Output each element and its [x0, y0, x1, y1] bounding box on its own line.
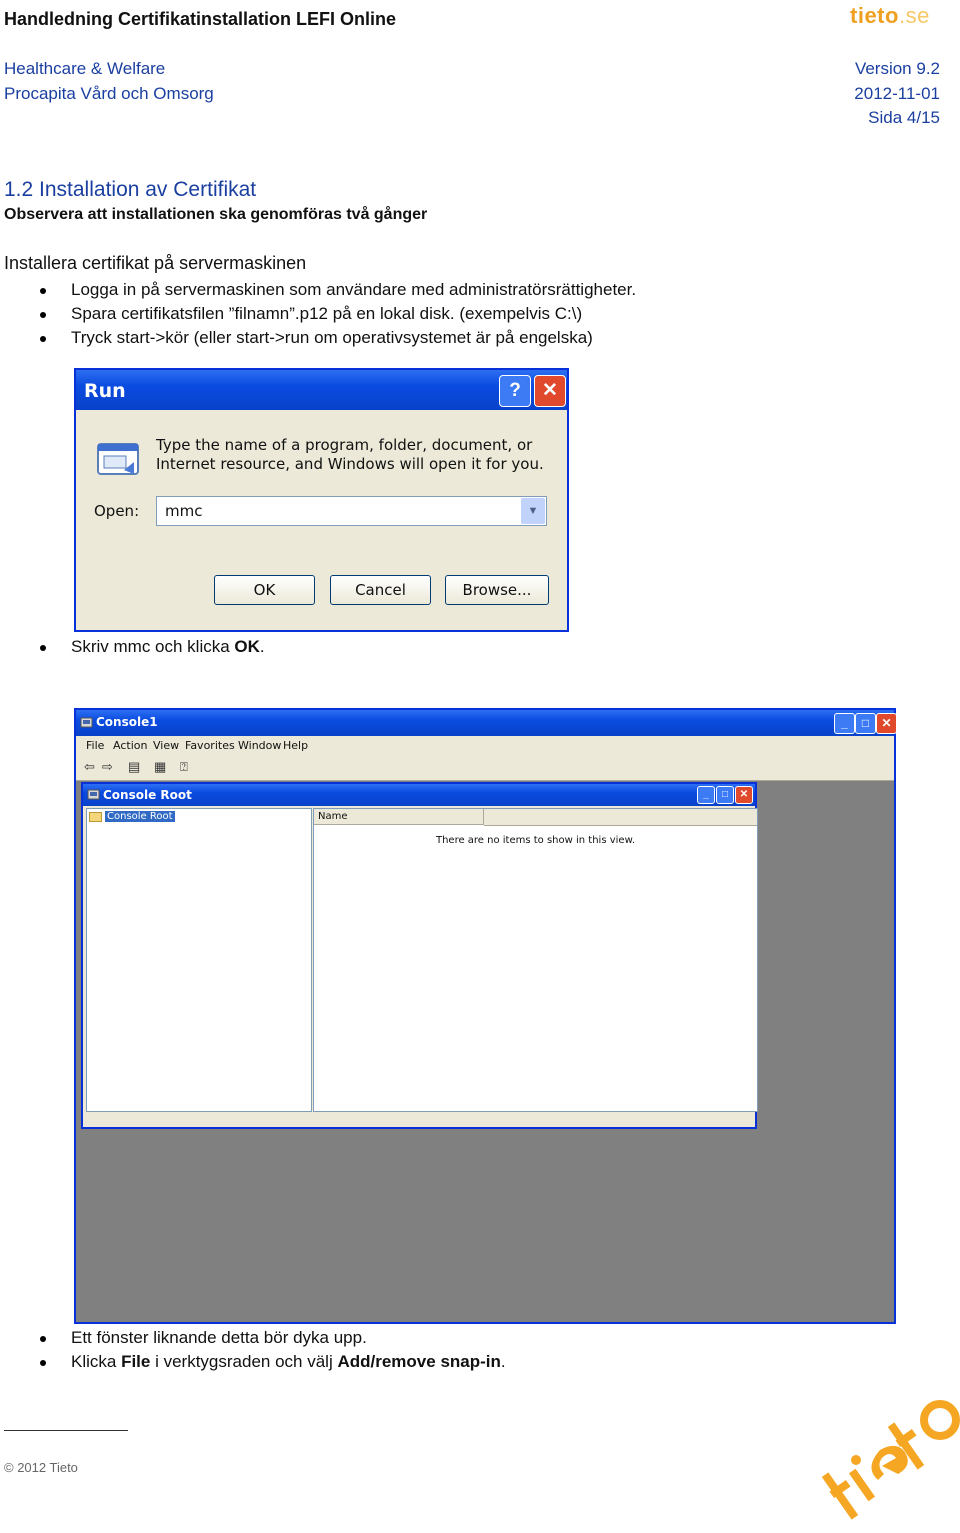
document-title: Handledning Certifikatinstallation LEFI Online [4, 9, 397, 29]
column-header-blank[interactable] [484, 809, 757, 826]
text-bold: OK [234, 637, 260, 656]
text-bold: File [121, 1352, 151, 1371]
footer-divider [4, 1430, 128, 1431]
show-tree-icon[interactable]: ▤ [128, 759, 141, 774]
text-bold: Add/remove snap-in [337, 1352, 501, 1371]
open-combobox[interactable] [156, 496, 547, 526]
list-item: Logga in på servermaskinen som användare med administratörsrättigheter. [40, 278, 636, 302]
help-icon[interactable]: ⍰ [180, 759, 188, 774]
tieto-logo-large [810, 1400, 960, 1533]
section-title: 1.2 Installation av Certifikat [4, 178, 257, 201]
scope-tree [86, 808, 312, 1112]
open-label: Open: [94, 502, 140, 520]
instruction-list-1 [40, 278, 636, 350]
minimize-icon[interactable]: _ [834, 713, 855, 734]
tree-node-console-root[interactable]: Console Root [107, 811, 173, 822]
instruction-list-3 [40, 1326, 506, 1374]
cancel-button[interactable]: Cancel [330, 575, 431, 605]
doc-date: 2012-11-01 [854, 84, 940, 103]
maximize-icon[interactable]: □ [855, 713, 876, 734]
subheading: Installera certifikat på servermaskinen [4, 253, 307, 273]
menu-favorites[interactable]: Favorites [185, 739, 235, 752]
child-title: Console Root [103, 788, 192, 802]
menu-bar [76, 736, 894, 756]
help-icon[interactable]: ? [499, 375, 531, 407]
text-run: Klicka [71, 1352, 122, 1371]
text-run: . [500, 1352, 506, 1371]
text-run: i verktygsraden och välj [150, 1352, 338, 1371]
list-item: Tryck start->kör (eller start->run om operativsystemet är på engelska) [40, 326, 636, 350]
copyright: © 2012 Tieto [4, 1460, 78, 1475]
menu-view[interactable]: View [153, 739, 180, 752]
text-run: Skriv mmc och klicka [71, 637, 235, 656]
menu-file[interactable]: File [86, 739, 105, 752]
result-pane [313, 808, 758, 1112]
console-icon [80, 716, 93, 729]
list-item [40, 1350, 506, 1374]
open-value[interactable]: mmc [165, 502, 203, 520]
mmc-titlebar [76, 710, 894, 736]
folder-icon [89, 812, 102, 822]
maximize-icon[interactable]: □ [716, 786, 734, 804]
ok-button[interactable]: OK [214, 575, 315, 605]
section-note: Observera att installationen ska genomföras två gånger [4, 206, 428, 223]
minimize-icon[interactable]: _ [697, 786, 715, 804]
console-root-window [81, 782, 757, 1129]
chevron-down-icon[interactable]: ▼ [521, 498, 545, 524]
org-name: Healthcare & Welfare [4, 59, 166, 78]
instruction-list-2 [40, 635, 265, 659]
run-dialog [74, 368, 569, 632]
run-title: Run [84, 380, 126, 402]
run-description: Type the name of a program, folder, document, or Internet resource, and Windows will open it for you. [156, 436, 544, 473]
empty-message: There are no items to show in this view. [435, 835, 636, 846]
menu-window[interactable]: Window [238, 739, 282, 752]
console-icon [87, 788, 100, 801]
column-header-name[interactable]: Name [314, 809, 484, 825]
run-titlebar [76, 370, 567, 410]
tieto-logo: tieto.se [850, 3, 930, 28]
menu-help[interactable]: Help [283, 739, 309, 752]
mmc-window [74, 708, 896, 1324]
browse-button[interactable]: Browse... [445, 575, 549, 605]
close-icon[interactable]: ✕ [735, 786, 753, 804]
page-number: Sida 4/15 [868, 108, 940, 127]
forward-icon[interactable]: ⇨ [102, 759, 113, 774]
back-icon[interactable]: ⇦ [84, 759, 95, 774]
version-label: Version 9.2 [854, 59, 940, 78]
export-list-icon[interactable]: ▦ [154, 759, 167, 774]
list-item [40, 635, 265, 659]
list-item: Spara certifikatsfilen ”filnamn”.p12 på en lokal disk. (exempelvis C:\) [40, 302, 636, 326]
run-program-icon [94, 440, 142, 478]
mmc-title: Console1 [96, 715, 158, 729]
toolbar [76, 756, 894, 781]
close-icon[interactable]: ✕ [876, 713, 897, 734]
list-item: Ett fönster liknande detta bör dyka upp. [40, 1326, 506, 1350]
child-titlebar [83, 784, 755, 806]
close-icon[interactable]: ✕ [534, 375, 566, 407]
menu-action[interactable]: Action [113, 739, 148, 752]
product-name: Procapita Vård och Omsorg [4, 84, 214, 103]
text-run: . [259, 637, 265, 656]
